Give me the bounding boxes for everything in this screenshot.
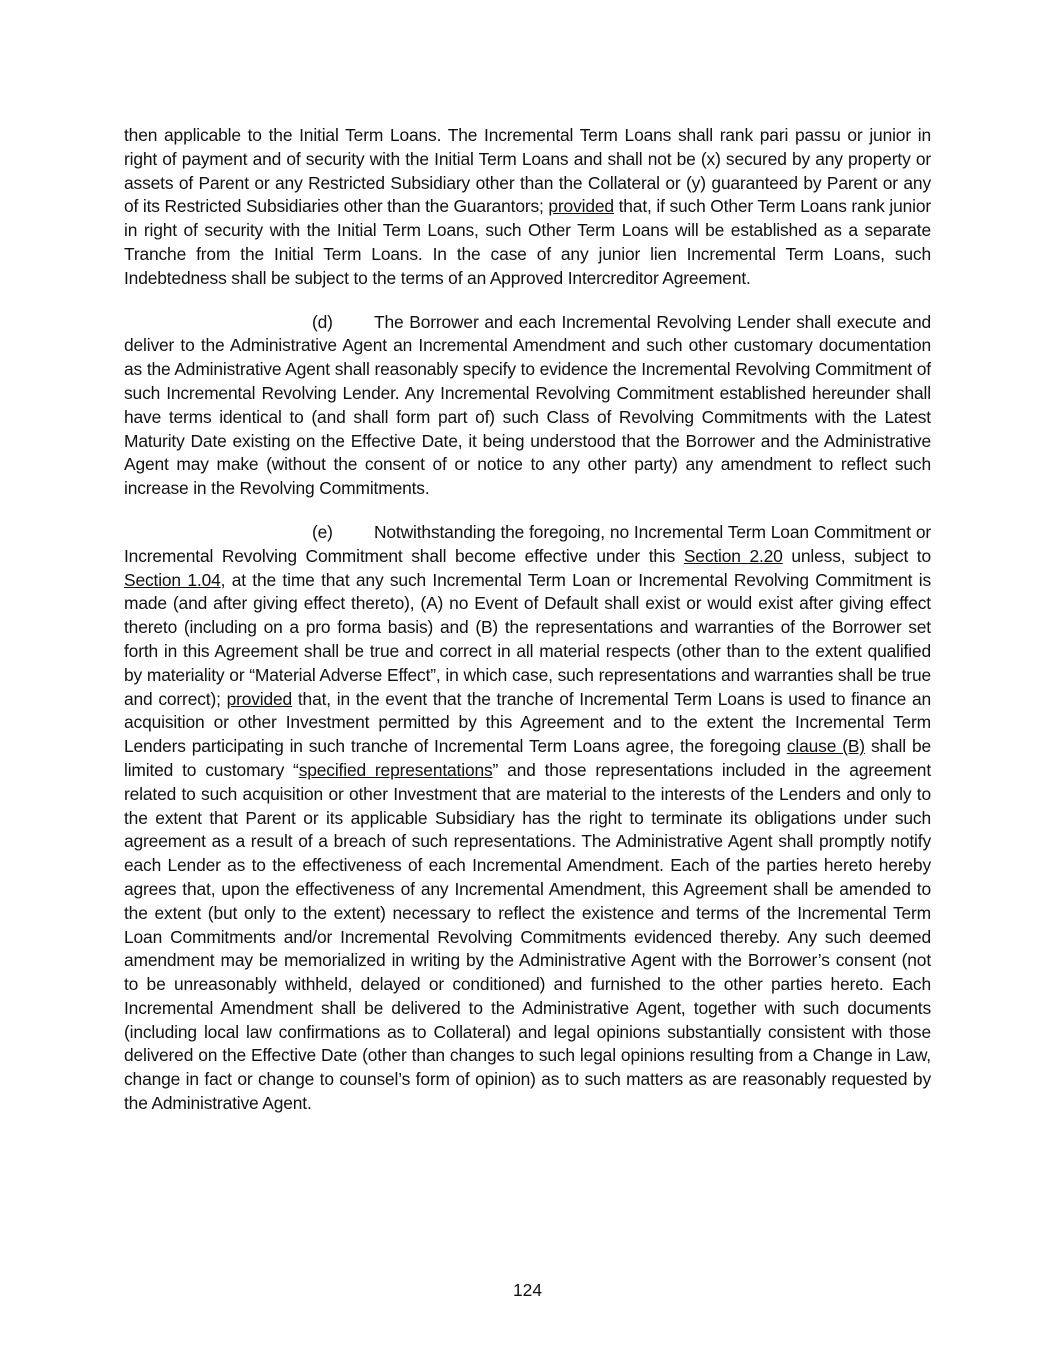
body-text: that, in the event that the tranche of Incremental Term Loans is used to finance an acquisition or other Investment permitted by this Agreement and to the extent the Incremental Term Lenders participating in such tranche of Incremental Term Loans agree, the foregoing [124,688,931,757]
body-text: that, if such Other Term Loans rank junior in right of security with the Initial Term Loans, such Other Term Loans will be established as a separate Tranche from the Initial Term Loans. In the case of any junior lien Incremental Term Loans, such Indebtedness shall be subject to the terms of an Approved Intercreditor Agreement. [124,196,931,288]
body-text: , at the time that any such Incremental Term Loan or Incremental Revolving Commitment is made (and after giving effect thereto), (A) no Event of Default shall exist or would exist after giving effect thereto (including on a pro forma basis) and (B) the representations and warranties of the Borrower set forth in this Agreement shall be true and correct in all material respects (other than to the extent qualified by materiality or “Material Adverse Effect”, in which case, such representations and warranties shall be true and correct); [124,569,931,709]
cross-reference-text: Section 2.20 [683,545,783,566]
cross-reference-text: specified representations [298,759,493,780]
paragraph-e [124,521,931,1116]
cross-reference-text: Section 1.04 [124,569,221,590]
paragraph-d [124,311,931,501]
body-text: Notwithstanding the foregoing, no Incremental Term Loan Commitment or Incremental Revolving Commitment shall become effective under this [124,521,931,566]
page-number: 124 [512,1280,542,1300]
body-text: The Borrower and each Incremental Revolving Lender shall execute and deliver to the Administrative Agent an Incremental Amendment and such other customary documentation as the Administrative Agent shall reasonably specify to evidence the Incremental Revolving Commitment of such Incremental Revolving Lender. Any Incremental Revolving Commitment established hereunder shall have terms identical to (and shall form part of) such Class of Revolving Commitments with the Latest Maturity Date existing on the Effective Date, it being understood that the Borrower and the Administrative Agent may make (without the consent of or notice to any other party) any amendment to reflect such increase in the Revolving Commitments. [124,311,931,499]
body-text: shall be limited to customary “ [124,736,931,780]
clause-label: (e) [312,521,333,542]
cross-reference-text: provided [226,688,293,709]
cross-reference-text: clause (B) [786,736,865,757]
body-text: ” and those representations included in the agreement related to such acquisition or other Investment that are material to the interests of the Lenders and only to the extent that Parent or its applicable Subsidiary has the right to terminate its obligations under such agreement as a result of a breach of such representations. The Administrative Agent shall promptly notify each Lender as to the effectiveness of each Incremental Amendment. Each of the parties hereto hereby agrees that, upon the effectiveness of any Incremental Amendment, this Agreement shall be amended to the extent (but only to the extent) necessary to reflect the existence and terms of the Incremental Term Loan Commitments and/or Incremental Revolving Commitments evidenced thereby. Any such deemed amendment may be memorialized in writing by the Administrative Agent with the Borrower’s consent (not to be unreasonably withheld, delayed or conditioned) and furnished to the other parties hereto. Each Incremental Amendment shall be delivered to the Administrative Agent, together with such documents (including local law confirmations as to Collateral) and legal opinions substantially consistent with those delivered on the Effective Date (other than changes to such legal opinions resulting from a Change in Law, change in fact or change to counsel’s form of opinion) as to such matters as are reasonably requested by the Administrative Agent. [124,759,931,1114]
body-text: then applicable to the Initial Term Loans. The Incremental Term Loans shall rank pari passu or junior in right of payment and of security with the Initial Term Loans and shall not be (x) secured by any property or assets of Parent or any Restricted Subsidiary other than the Collateral or (y) guaranteed by Parent or any of its Restricted Subsidiaries other than the Guarantors; [124,125,931,217]
body-text: unless, subject to [782,545,932,566]
document-body [124,124,931,1136]
cross-reference-text: provided [548,196,614,217]
clause-label: (d) [312,311,333,332]
paragraph-continuation [124,124,931,291]
